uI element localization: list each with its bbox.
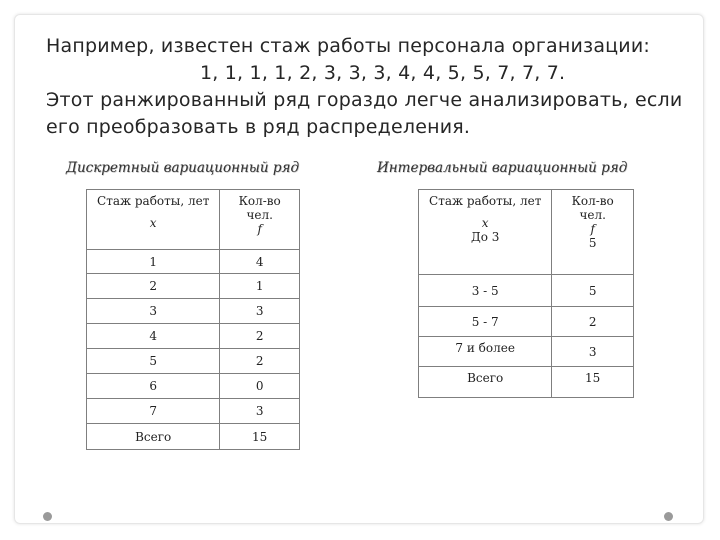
header-label: чел. <box>579 208 606 222</box>
bullet-dot-icon <box>43 512 52 521</box>
header-cell-experience <box>87 190 220 250</box>
table-cell: 2 <box>552 307 634 337</box>
table-row <box>419 337 634 367</box>
interval-series-title: Интервальный вариационный ряд <box>377 160 628 176</box>
table-row <box>87 349 300 374</box>
bullet-dot-icon <box>664 512 673 521</box>
table-cell: 2 <box>220 324 300 349</box>
table-cell: 3 <box>220 399 300 424</box>
header-cell-count <box>220 190 300 250</box>
table-cell: 2 <box>87 274 220 299</box>
header-symbol-x: x <box>149 216 157 230</box>
table-cell: 5 - 7 <box>419 307 552 337</box>
table-row <box>87 399 300 424</box>
table-cell: 5 <box>552 275 634 307</box>
table-cell: 1 <box>87 250 220 274</box>
table-cell: 7 и более <box>419 337 552 367</box>
interval-series-table <box>418 189 634 398</box>
table-row <box>419 275 634 307</box>
table-cell: 7 <box>87 399 220 424</box>
header-label: Стаж работы, лет <box>429 194 542 208</box>
table-cell: 3 <box>552 337 634 367</box>
table-row <box>87 299 300 324</box>
table-row <box>87 274 300 299</box>
intro-line: Например, известен стаж работы персонала организации: <box>46 35 650 57</box>
header-symbol-x: x <box>481 216 489 230</box>
table-row <box>87 250 300 274</box>
table-header-row <box>87 190 300 250</box>
table-cell: Всего <box>419 367 552 398</box>
table-row <box>87 324 300 349</box>
table-cell: 5 <box>87 349 220 374</box>
header-label: Кол-во <box>571 194 614 208</box>
table-cell: 0 <box>220 374 300 399</box>
intro-line: его преобразовать в ряд распределения. <box>46 116 471 138</box>
header-cell-experience <box>419 190 552 275</box>
table-row <box>87 374 300 399</box>
table-cell: 4 <box>220 250 300 274</box>
header-label: чел. <box>246 208 273 222</box>
header-label: Стаж работы, лет <box>97 194 210 208</box>
table-total-row <box>419 367 634 398</box>
header-label: Кол-во <box>238 194 281 208</box>
table-cell: 15 <box>220 424 300 450</box>
table-cell: 4 <box>87 324 220 349</box>
table-header-row <box>419 190 634 275</box>
header-cell-count <box>552 190 634 275</box>
intro-text <box>46 33 686 141</box>
table-cell: 2 <box>220 349 300 374</box>
header-symbol-f: f <box>590 222 595 236</box>
table-cell: 15 <box>552 367 634 398</box>
table-cell: До 3 <box>470 230 500 244</box>
table-cell: 6 <box>87 374 220 399</box>
table-cell: 3 <box>87 299 220 324</box>
table-cell: 5 <box>588 236 597 250</box>
header-symbol-f: f <box>257 222 262 236</box>
table-total-row <box>87 424 300 450</box>
discrete-series-table <box>86 189 300 450</box>
table-cell: 1 <box>220 274 300 299</box>
table-row <box>419 307 634 337</box>
intro-line: Этот ранжированный ряд гораздо легче анализировать, если <box>46 89 683 111</box>
table-cell: Всего <box>87 424 220 450</box>
discrete-series-title: Дискретный вариационный ряд <box>66 160 300 176</box>
table-cell: 3 <box>220 299 300 324</box>
rank-sequence: 1, 1, 1, 1, 2, 3, 3, 3, 4, 4, 5, 5, 7, 7, 7. <box>200 62 566 84</box>
table-cell: 3 - 5 <box>419 275 552 307</box>
